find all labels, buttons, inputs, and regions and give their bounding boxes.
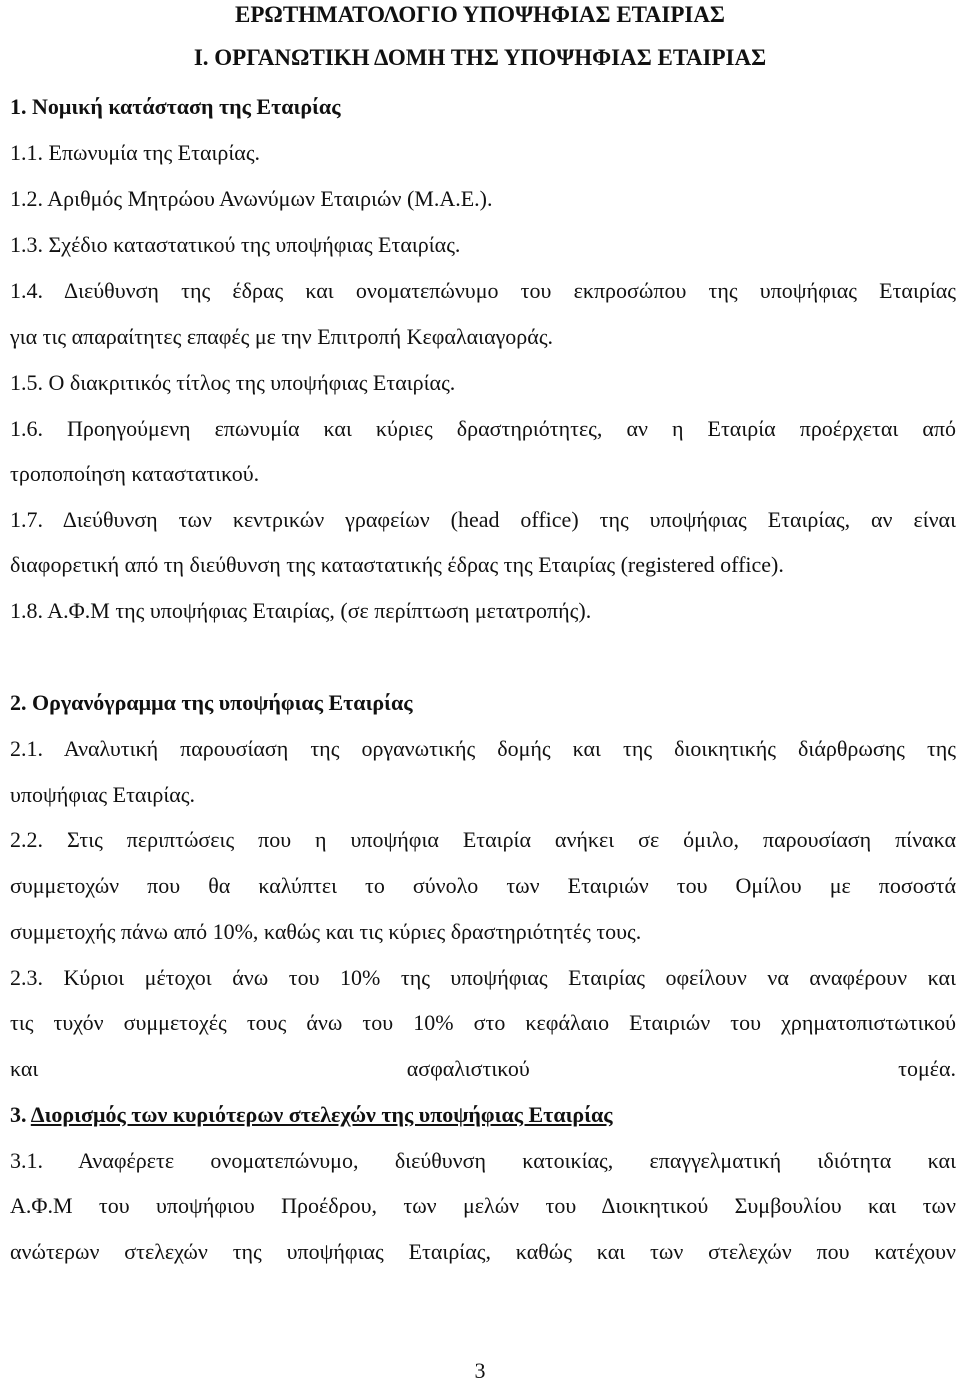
item-1-4-line-1: 1.4. Διεύθυνση της έδρας και ονοματεπώνυμο του εκπροσώπου της υποψήφιας Εταιρίας [10, 278, 956, 303]
item-2-3-line-2: τις τυχόν συμμετοχές τους άνω του 10% στο κεφάλαιο Εταιριών του χρηματοπιστωτικού [10, 1010, 956, 1035]
item-2-3-line-1: 2.3. Κύριοι μέτοχοι άνω του 10% της υποψήφιας Εταιρίας οφείλουν να αναφέρουν και [10, 965, 956, 990]
item-1-8: 1.8. Α.Φ.Μ της υποψήφιας Εταιρίας, (σε περίπτωση μετατροπής). [10, 598, 592, 623]
section-3-title: Διορισμός των κυριότερων στελεχών της υποψήφιας Εταιρίας [30, 1102, 613, 1127]
item-2-2-line-1: 2.2. Στις περιπτώσεις που η υποψήφια Εταιρία ανήκει σε όμιλο, παρουσίαση πίνακα [10, 827, 956, 852]
document-title: ΕΡΩΤΗΜΑΤΟΛΟΓΙΟ ΥΠΟΨΗΦΙΑΣ ΕΤΑΙΡΙΑΣ [235, 2, 725, 27]
section-3-heading [10, 1102, 613, 1128]
part-heading: Ι. ΟΡΓΑΝΩΤΙΚΗ ΔΟΜΗ ΤΗΣ ΥΠΟΨΗΦΙΑΣ ΕΤΑΙΡΙΑΣ [193, 45, 767, 70]
item-1-6-line-2: τροποποίηση καταστατικού. [10, 461, 260, 486]
item-1-3: 1.3. Σχέδιο καταστατικού της υποψήφιας Εταιρίας. [10, 232, 461, 257]
item-1-4-line-2: για τις απαραίτητες επαφές με την Επιτροπή Κεφαλαιαγοράς. [10, 324, 554, 349]
item-2-1-line-2: υποψήφιας Εταιρίας. [10, 782, 195, 807]
item-2-2-line-3: συμμετοχής πάνω από 10%, καθώς και τις κύριες δραστηριότητές τους. [10, 919, 642, 944]
section-2-heading: 2. Οργανόγραμμα της υποψήφιας Εταιρίας [10, 690, 413, 715]
item-1-2: 1.2. Αριθμός Μητρώου Ανωνύμων Εταιριών (Μ.Α.Ε.). [10, 186, 493, 211]
item-3-1-line-3: ανώτερων στελεχών της υποψήφιας Εταιρίας, καθώς και των στελεχών που κατέχουν [10, 1239, 956, 1264]
item-3-1-line-1: 3.1. Αναφέρετε ονοματεπώνυμο, διεύθυνση κατοικίας, επαγγελματική ιδιότητα και [10, 1148, 956, 1173]
page-number: 3 [474, 1358, 486, 1383]
section-1-heading: 1. Νομική κατάσταση της Εταιρίας [10, 94, 341, 119]
item-1-6-line-1: 1.6. Προηγούμενη επωνυμία και κύριες δραστηριότητες, αν η Εταιρία προέρχεται από [10, 416, 956, 441]
item-2-2-line-2: συμμετοχών που θα καλύπτει το σύνολο των Εταιριών του Ομίλου με ποσοστά [10, 873, 956, 898]
section-3-number: 3. [10, 1102, 31, 1127]
item-3-1-line-2: Α.Φ.Μ του υποψήφιου Προέδρου, των μελών του Διοικητικού Συμβουλίου και των [10, 1193, 956, 1218]
item-2-3-line-3: και ασφαλιστικού τομέα. [10, 1056, 956, 1081]
item-2-1-line-1: 2.1. Αναλυτική παρουσίαση της οργανωτικής δομής και της διοικητικής διάρθρωσης της [10, 736, 956, 761]
item-1-5: 1.5. Ο διακριτικός τίτλος της υποψήφιας Εταιρίας. [10, 370, 456, 395]
item-1-7-line-2: διαφορετική από τη διεύθυνση της καταστατικής έδρας της Εταιρίας (registered office). [10, 552, 784, 577]
item-1-7-line-1: 1.7. Διεύθυνση των κεντρικών γραφείων (head office) της υποψήφιας Εταιρίας, αν είναι [10, 507, 956, 532]
item-1-1: 1.1. Επωνυμία της Εταιρίας. [10, 140, 261, 165]
